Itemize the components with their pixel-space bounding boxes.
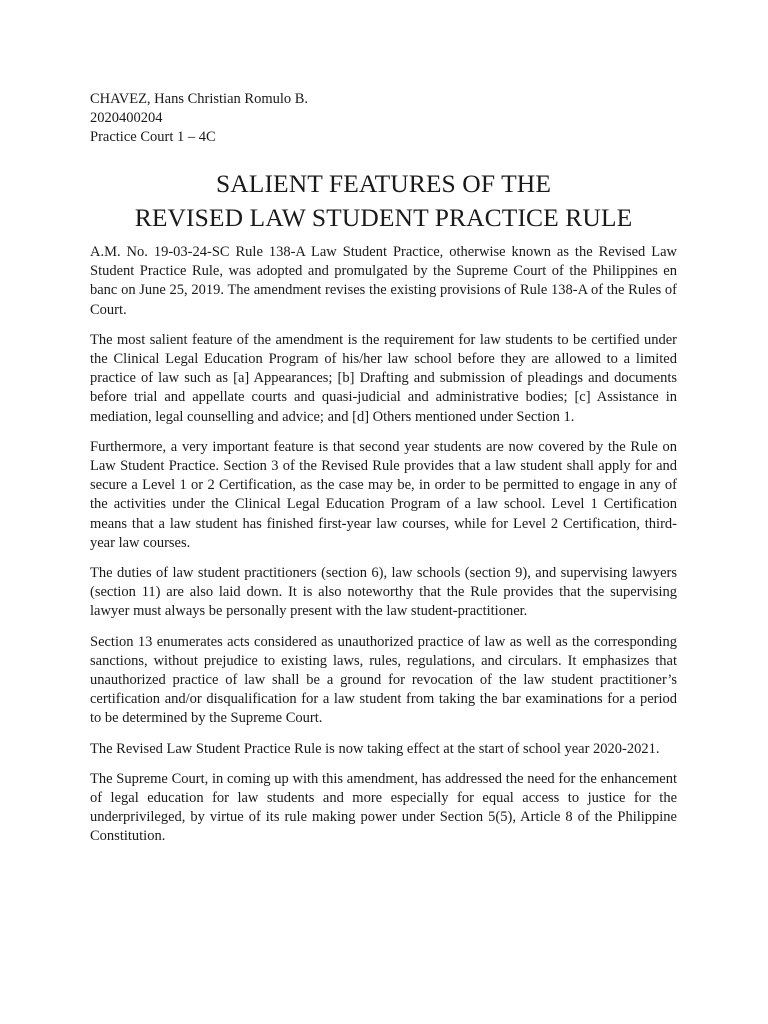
student-id: 2020400204 — [90, 110, 163, 126]
paragraph-effectivity: The Revised Law Student Practice Rule is now taking effect at the start of school year 2020-2021. — [90, 740, 660, 757]
author-header — [90, 90, 677, 147]
title-line-1: SALIENT FEATURES OF THE — [215, 169, 551, 198]
title-line-2: REVISED LAW STUDENT PRACTICE RULE — [134, 203, 633, 232]
document-page — [90, 90, 677, 858]
paragraph-intro: A.M. No. 19-03-24-SC Rule 138-A Law Student Practice, otherwise known as the Revised Law Student Practice Rule, was adopted and promulgated by the Supreme Court of the Philippines en banc on June 25, 2019. The amendment revises the existing provisions of Rule 138-A of the Rules of Court. — [90, 244, 677, 318]
paragraph-certification: The most salient feature of the amendment is the requirement for law students to be certified under the Clinical Legal Education Program of his/her law school before they are allowed to a limited practice of law such as [a] Appearances; [b] Drafting and submission of pleadings and documents before trial and appellate courts and quasi-judicial and administrative bodies; [c] Assistance in mediation, legal counselling and advice; and [d] Others mentioned under Section 1. — [90, 331, 677, 425]
paragraph-unauthorized-practice: Section 13 enumerates acts considered as unauthorized practice of law as well as the corresponding sanctions, without prejudice to existing laws, rules, regulations, and circulars. It emphasizes that unauthorized practice of law shall be a ground for revocation of the law student practitioner’s certification and/or disqualification for a law student from taking the bar examinations for a period to be determined by the Supreme Court. — [90, 633, 677, 727]
author-name: CHAVEZ, Hans Christian Romulo B. — [90, 91, 309, 107]
paragraph-duties: The duties of law student practitioners (section 6), law schools (section 9), and supervising lawyers (section 11) are also laid down. It is also noteworthy that the Rule provides that the supervising lawyer must always be personally present with the law student-practitioner. — [90, 565, 677, 620]
course-section: Practice Court 1 – 4C — [90, 129, 216, 145]
paragraph-conclusion: The Supreme Court, in coming up with this amendment, has addressed the need for the enhancement of legal education for law students and more especially for equal access to justice for the underprivileged, by virtue of its rule making power under Section 5(5), Article 8 of the Philippine Constitution. — [90, 770, 677, 845]
paragraph-second-year: Furthermore, a very important feature is that second year students are now covered by the Rule on Law Student Practice. Section 3 of the Revised Rule provides that a law student shall apply for and secure a Level 1 or 2 Certification, as the case may be, in order to be permitted to engage in any of the activities under the Clinical Legal Education Program of a law school. Level 1 Certification means that a law student has finished first-year law courses, while for Level 2 Certification, third-year law courses. — [90, 438, 677, 551]
document-title — [90, 167, 677, 235]
